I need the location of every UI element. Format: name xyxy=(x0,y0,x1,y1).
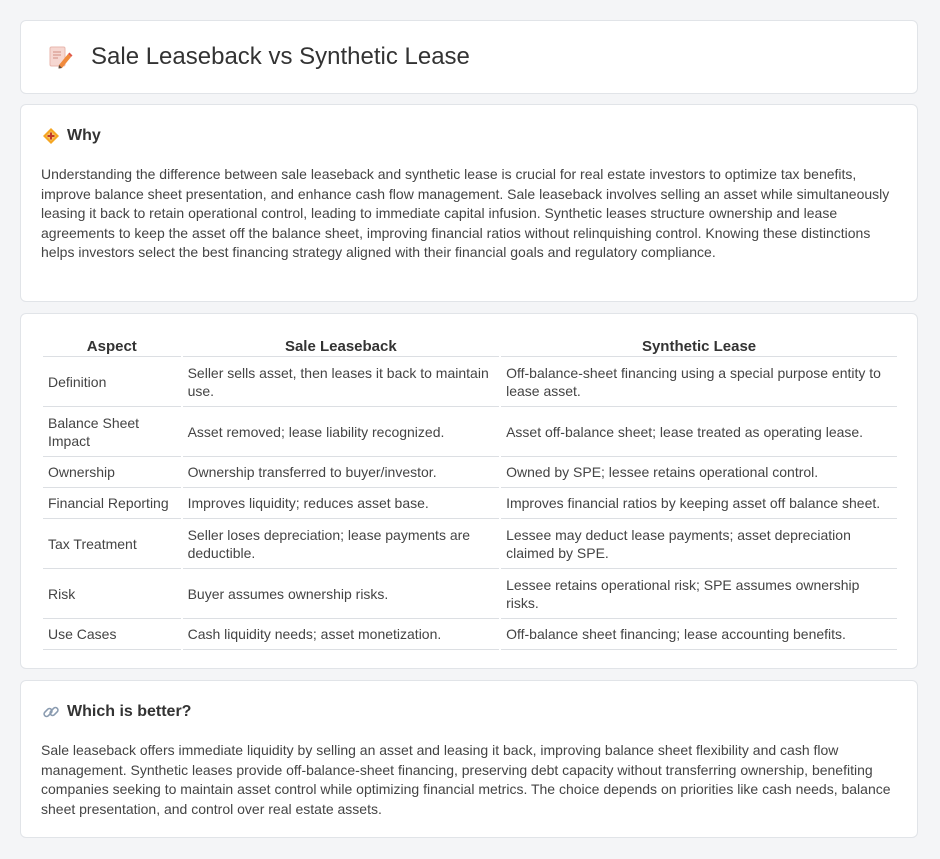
cell-synthetic-lease: Lessee retains operational risk; SPE assumes ownership risks. xyxy=(501,569,897,619)
table-row xyxy=(43,457,897,488)
why-heading: Why xyxy=(67,127,101,144)
cell-sale-leaseback: Ownership transferred to buyer/investor. xyxy=(183,457,500,488)
header-synthetic-lease: Synthetic Lease xyxy=(501,334,897,357)
table-row xyxy=(43,569,897,619)
cell-synthetic-lease: Lessee may deduct lease payments; asset depreciation claimed by SPE. xyxy=(501,519,897,569)
cell-sale-leaseback: Improves liquidity; reduces asset base. xyxy=(183,488,500,519)
why-heading-row xyxy=(42,127,101,145)
table-row xyxy=(43,619,897,650)
cell-aspect: Risk xyxy=(43,569,181,619)
cell-sale-leaseback: Cash liquidity needs; asset monetization. xyxy=(183,619,500,650)
table-header-row xyxy=(43,334,897,357)
comparison-table xyxy=(41,334,899,650)
cell-sale-leaseback: Buyer assumes ownership risks. xyxy=(183,569,500,619)
cell-aspect: Definition xyxy=(43,357,181,407)
diamond-bullet-icon xyxy=(42,127,60,145)
table-row xyxy=(43,519,897,569)
better-heading-row xyxy=(42,703,191,721)
cell-aspect: Tax Treatment xyxy=(43,519,181,569)
header-sale-leaseback: Sale Leaseback xyxy=(183,334,500,357)
why-card xyxy=(20,104,918,302)
document-pencil-icon xyxy=(47,44,73,70)
cell-synthetic-lease: Improves financial ratios by keeping asset off balance sheet. xyxy=(501,488,897,519)
table-row xyxy=(43,407,897,457)
title-row xyxy=(47,43,470,71)
cell-aspect: Financial Reporting xyxy=(43,488,181,519)
table-row xyxy=(43,488,897,519)
link-icon xyxy=(42,703,60,721)
cell-aspect: Balance Sheet Impact xyxy=(43,407,181,457)
header-aspect: Aspect xyxy=(43,334,181,357)
cell-aspect: Use Cases xyxy=(43,619,181,650)
cell-sale-leaseback: Seller sells asset, then leases it back to maintain use. xyxy=(183,357,500,407)
page-title: Sale Leaseback vs Synthetic Lease xyxy=(91,43,470,70)
cell-synthetic-lease: Off-balance sheet financing; lease accounting benefits. xyxy=(501,619,897,650)
cell-aspect: Ownership xyxy=(43,457,181,488)
cell-sale-leaseback: Seller loses depreciation; lease payments are deductible. xyxy=(183,519,500,569)
cell-synthetic-lease: Off-balance-sheet financing using a special purpose entity to lease asset. xyxy=(501,357,897,407)
comparison-card xyxy=(20,313,918,669)
better-heading: Which is better? xyxy=(67,703,192,720)
table-row xyxy=(43,357,897,407)
cell-sale-leaseback: Asset removed; lease liability recognized. xyxy=(183,407,500,457)
title-card xyxy=(20,20,918,94)
cell-synthetic-lease: Owned by SPE; lessee retains operational control. xyxy=(501,457,897,488)
cell-synthetic-lease: Asset off-balance sheet; lease treated as operating lease. xyxy=(501,407,897,457)
why-body: Understanding the difference between sale leaseback and synthetic lease is crucial for real estate investors to optimize tax benefits, improve balance sheet presentation, and enhance cash flow management. Sale leaseback involves selling an asset while simultaneously leasing it back to retain operational control, leading to immediate capital infusion. Synthetic leases structure ownership and lease agreements to keep the asset off the balance sheet, improving financial ratios without relinquishing control. Knowing these distinctions helps investors select the best financing strategy aligned with their financial goals and regulatory compliance. xyxy=(41,166,890,260)
better-body: Sale leaseback offers immediate liquidity by selling an asset and leasing it back, improving balance sheet flexibility and cash flow management. Synthetic leases provide off-balance-sheet financing, preserving debt capacity without transferring ownership, benefiting companies seeking to maintain asset control while optimizing financial metrics. The choice depends on priorities like cash needs, balance sheet presentation, and control over real estate assets. xyxy=(41,742,891,817)
which-is-better-card xyxy=(20,680,918,838)
